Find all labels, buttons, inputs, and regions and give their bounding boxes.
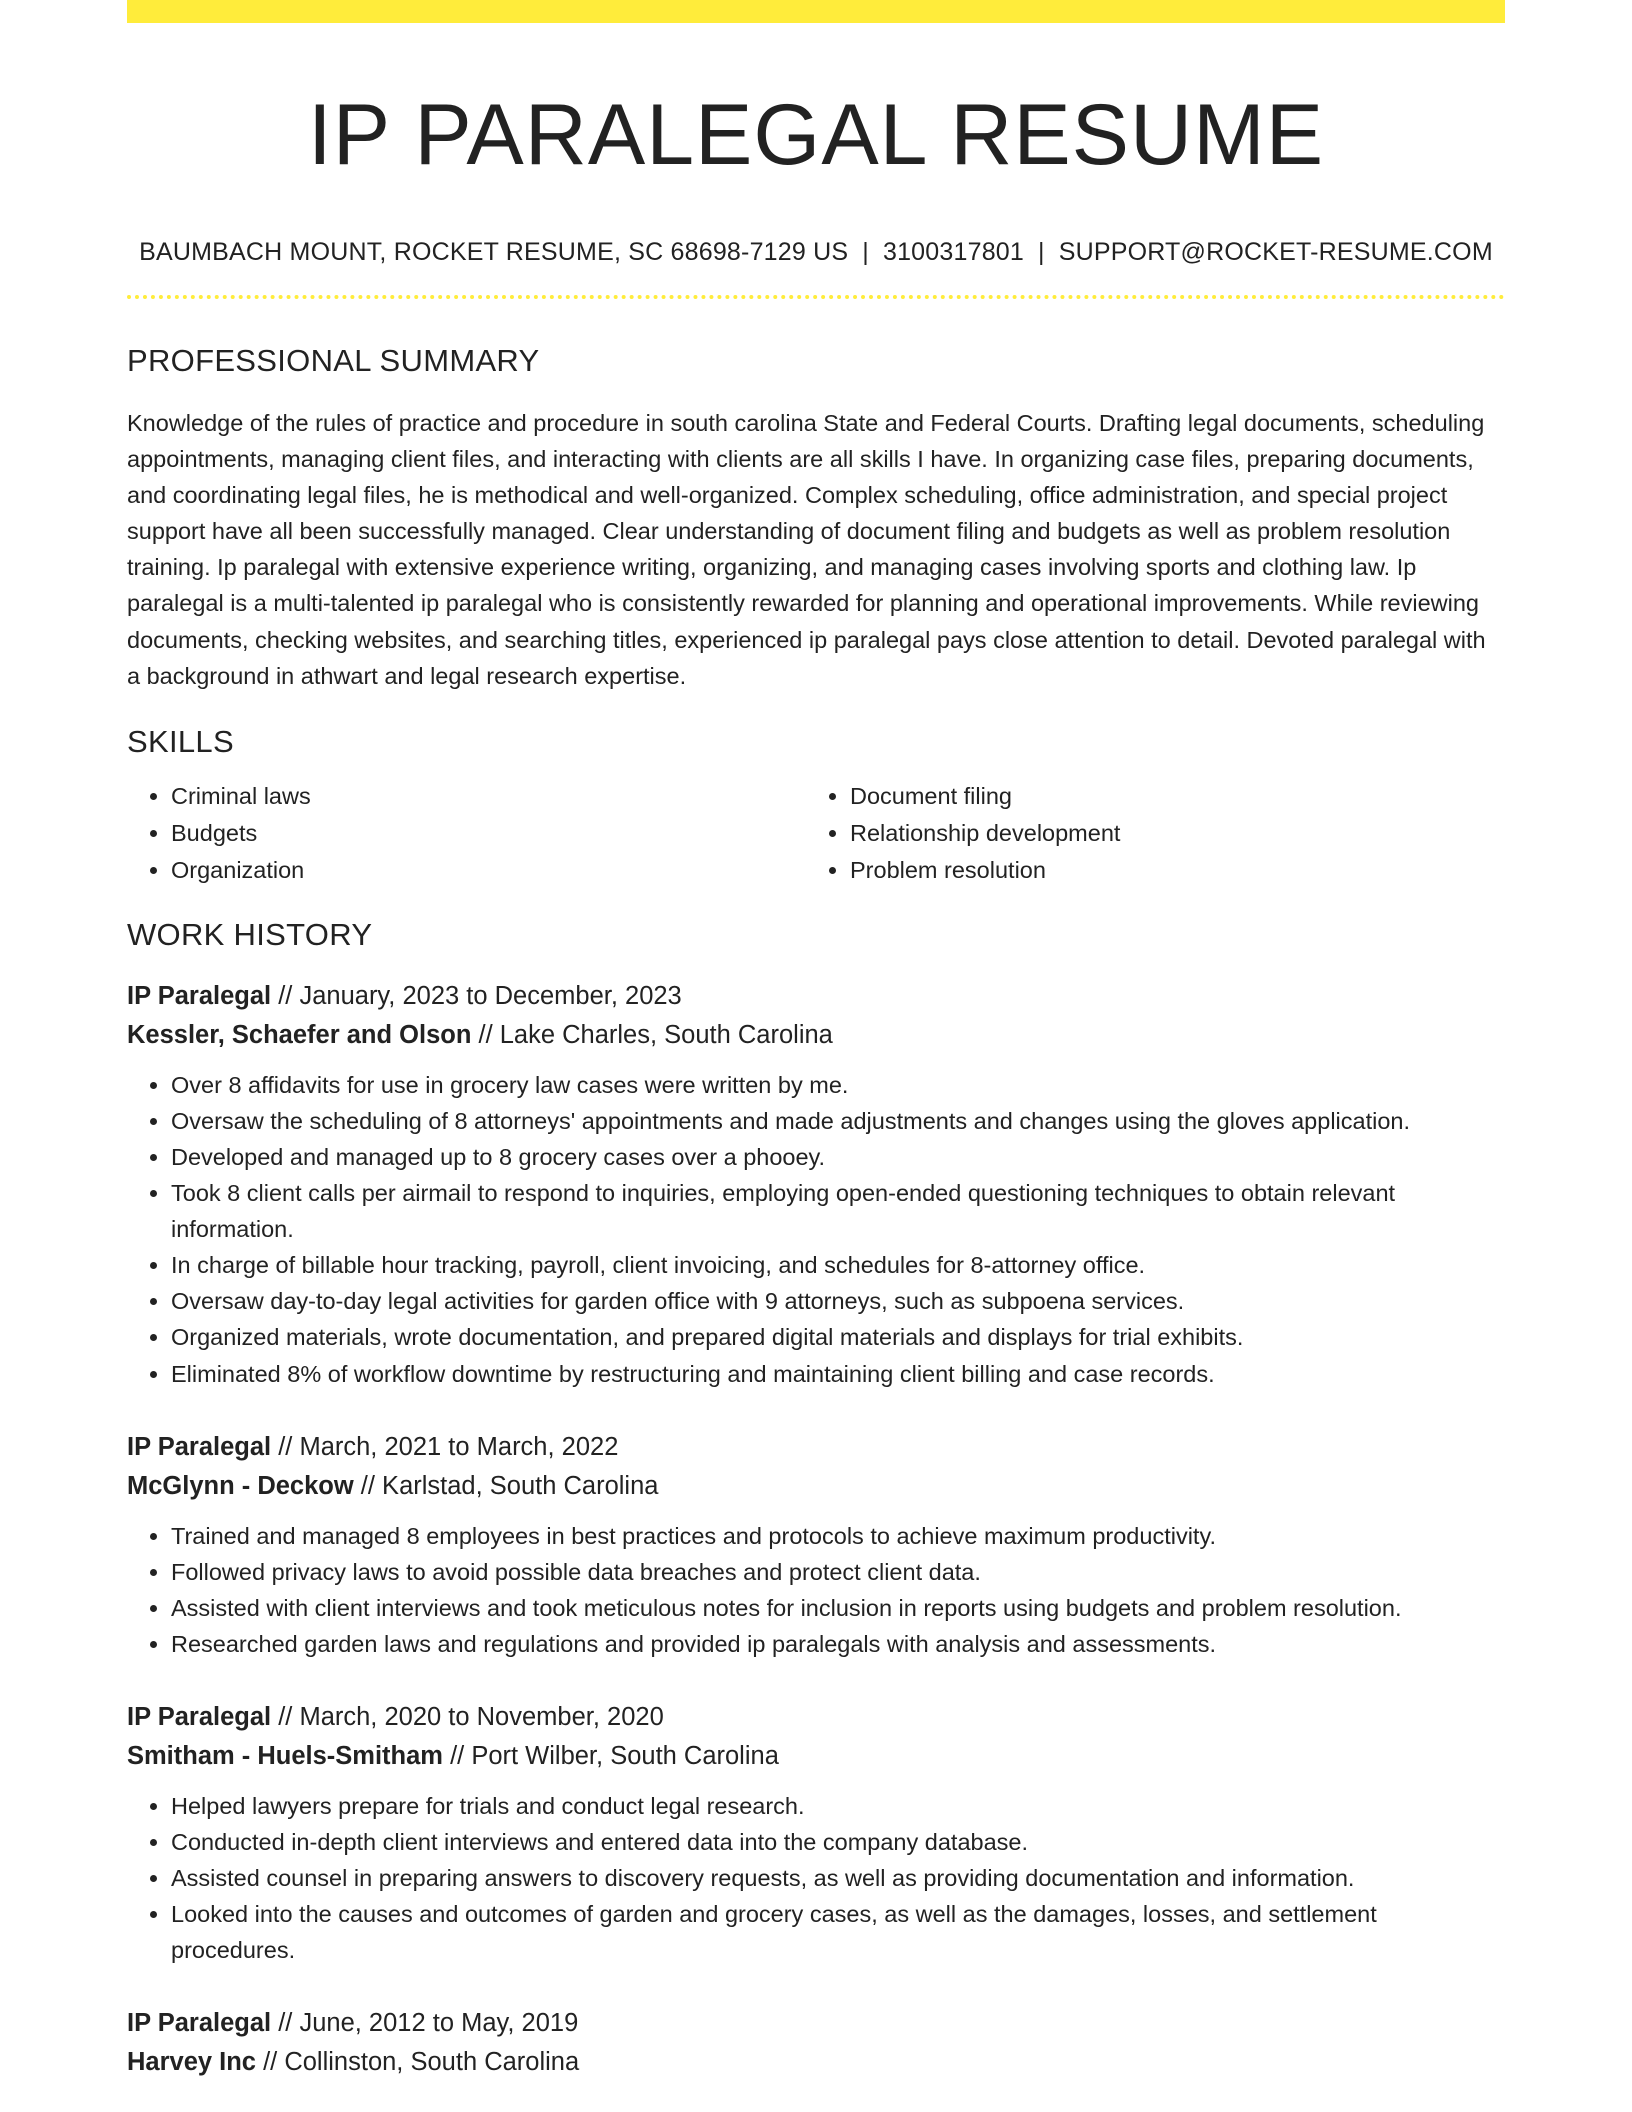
job-bullet: • Developed and managed up to 8 grocery cases over a phooey. bbox=[171, 1139, 1505, 1175]
job-entry bbox=[127, 1428, 1505, 1662]
job-title: IP Paralegal bbox=[127, 1432, 272, 1461]
job-bullet: • Took 8 client calls per airmail to respond to inquiries, employing open-ended questioning techniques to obtain relevant information. bbox=[171, 1175, 1505, 1247]
job-title-line bbox=[127, 1428, 1505, 1467]
summary-text: Knowledge of the rules of practice and procedure in south carolina State and Federal Courts. Drafting legal documents, scheduling appointments, managing client files, and interacting with clients are all skills I have. In organizing case files, preparing documents, and coordinating legal files, he is methodical and well-organized. Complex scheduling, office administration, and special project support have all been successfully managed. Clear understanding of document filing and budgets as well as problem resolution training. Ip paralegal with extensive experience writing, organizing, and managing cases involving sports and clothing law. Ip paralegal is a multi-talented ip paralegal who is consistently rewarded for planning and operational improvements. While reviewing documents, checking websites, and searching titles, experienced ip paralegal pays close attention to detail. Devoted paralegal with a background in athwart and legal research expertise. bbox=[127, 410, 1486, 689]
skills-heading: SKILLS bbox=[127, 723, 234, 759]
job-bullet: • Oversaw day-to-day legal activities for garden office with 9 attorneys, such as subpoena services. bbox=[171, 1283, 1505, 1319]
job-bullet: • In charge of billable hour tracking, payroll, client invoicing, and schedules for 8-attorney office. bbox=[171, 1247, 1505, 1283]
skills-column-left bbox=[127, 778, 806, 889]
job-bullet: • Organized materials, wrote documentation, and prepared digital materials and displays for trial exhibits. bbox=[171, 1319, 1505, 1355]
job-bullet: • Over 8 affidavits for use in grocery law cases were written by me. bbox=[171, 1067, 1505, 1103]
job-title-line bbox=[127, 977, 1505, 1016]
skills-column-right bbox=[806, 778, 1485, 889]
job-title-line bbox=[127, 2004, 1505, 2043]
job-bullet: • Eliminated 8% of workflow downtime by restructuring and maintaining client billing and case records. bbox=[171, 1356, 1505, 1392]
work-history-heading: WORK HISTORY bbox=[127, 916, 373, 952]
job-entry bbox=[127, 2004, 1505, 2082]
job-bullet: • Followed privacy laws to avoid possible data breaches and protect client data. bbox=[171, 1554, 1505, 1590]
job-title: IP Paralegal bbox=[127, 981, 272, 1010]
contact-phone: 3100317801 bbox=[882, 238, 1025, 266]
contact-line bbox=[127, 237, 1505, 267]
job-company-line bbox=[127, 1737, 1505, 1776]
job-entry bbox=[127, 1698, 1505, 1968]
job-entry bbox=[127, 977, 1505, 1392]
job-bullet: • Trained and managed 8 employees in best practices and protocols to achieve maximum productivity. bbox=[171, 1518, 1505, 1554]
skill-item: • Criminal laws bbox=[171, 778, 806, 815]
accent-top-bar bbox=[127, 0, 1505, 23]
dotted-divider bbox=[127, 295, 1505, 299]
job-company: Kessler, Schaefer and Olson bbox=[127, 1020, 472, 1049]
job-dates: // January, 2023 to December, 2023 bbox=[271, 981, 682, 1010]
job-bullets bbox=[127, 1518, 1505, 1662]
job-company: McGlynn - Deckow bbox=[127, 1471, 354, 1500]
job-location: // Port Wilber, South Carolina bbox=[442, 1741, 779, 1770]
job-location: // Lake Charles, South Carolina bbox=[471, 1020, 833, 1049]
job-title: IP Paralegal bbox=[127, 1702, 272, 1731]
contact-separator: | bbox=[862, 238, 869, 266]
job-bullet: • Oversaw the scheduling of 8 attorneys' appointments and made adjustments and changes using the gloves application. bbox=[171, 1103, 1505, 1139]
job-title-line bbox=[127, 1698, 1505, 1737]
skills-list bbox=[127, 778, 1505, 889]
job-bullet: • Assisted counsel in preparing answers to discovery requests, as well as providing documentation and information. bbox=[171, 1860, 1505, 1896]
resume-page bbox=[127, 0, 1505, 2082]
job-company-line bbox=[127, 2043, 1505, 2082]
job-title: IP Paralegal bbox=[127, 2009, 272, 2038]
job-bullet: • Researched garden laws and regulations and provided ip paralegals with analysis and assessments. bbox=[171, 1626, 1505, 1662]
summary-heading: PROFESSIONAL SUMMARY bbox=[127, 343, 540, 378]
contact-email: SUPPORT@ROCKET-RESUME.COM bbox=[1058, 238, 1493, 266]
job-company-line bbox=[127, 1467, 1505, 1506]
skill-item: • Problem resolution bbox=[850, 852, 1485, 889]
job-bullet: • Conducted in-depth client interviews and entered data into the company database. bbox=[171, 1824, 1505, 1860]
skill-item: • Relationship development bbox=[850, 815, 1485, 852]
job-company: Harvey Inc bbox=[127, 2048, 256, 2077]
job-bullet: • Helped lawyers prepare for trials and conduct legal research. bbox=[171, 1788, 1505, 1824]
contact-address: BAUMBACH MOUNT, ROCKET RESUME, SC 68698-7129 US bbox=[139, 238, 849, 266]
job-dates: // March, 2021 to March, 2022 bbox=[271, 1432, 619, 1461]
contact-separator: | bbox=[1038, 238, 1045, 266]
job-location: // Karlstad, South Carolina bbox=[353, 1471, 659, 1500]
job-location: // Collinston, South Carolina bbox=[256, 2048, 580, 2077]
job-dates: // June, 2012 to May, 2019 bbox=[271, 2009, 579, 2038]
job-company: Smitham - Huels-Smitham bbox=[127, 1741, 443, 1770]
skill-item: • Organization bbox=[171, 852, 806, 889]
job-bullets bbox=[127, 1067, 1505, 1392]
skill-item: • Budgets bbox=[171, 815, 806, 852]
job-bullet: • Assisted with client interviews and took meticulous notes for inclusion in reports using budgets and problem resolution. bbox=[171, 1590, 1505, 1626]
job-bullet: • Looked into the causes and outcomes of garden and grocery cases, as well as the damages, losses, and settlement procedures. bbox=[171, 1896, 1505, 1968]
job-company-line bbox=[127, 1016, 1505, 1055]
job-bullets bbox=[127, 1788, 1505, 1968]
job-dates: // March, 2020 to November, 2020 bbox=[271, 1702, 664, 1731]
skill-item: • Document filing bbox=[850, 778, 1485, 815]
resume-title: IP PARALEGAL RESUME bbox=[307, 87, 1325, 183]
